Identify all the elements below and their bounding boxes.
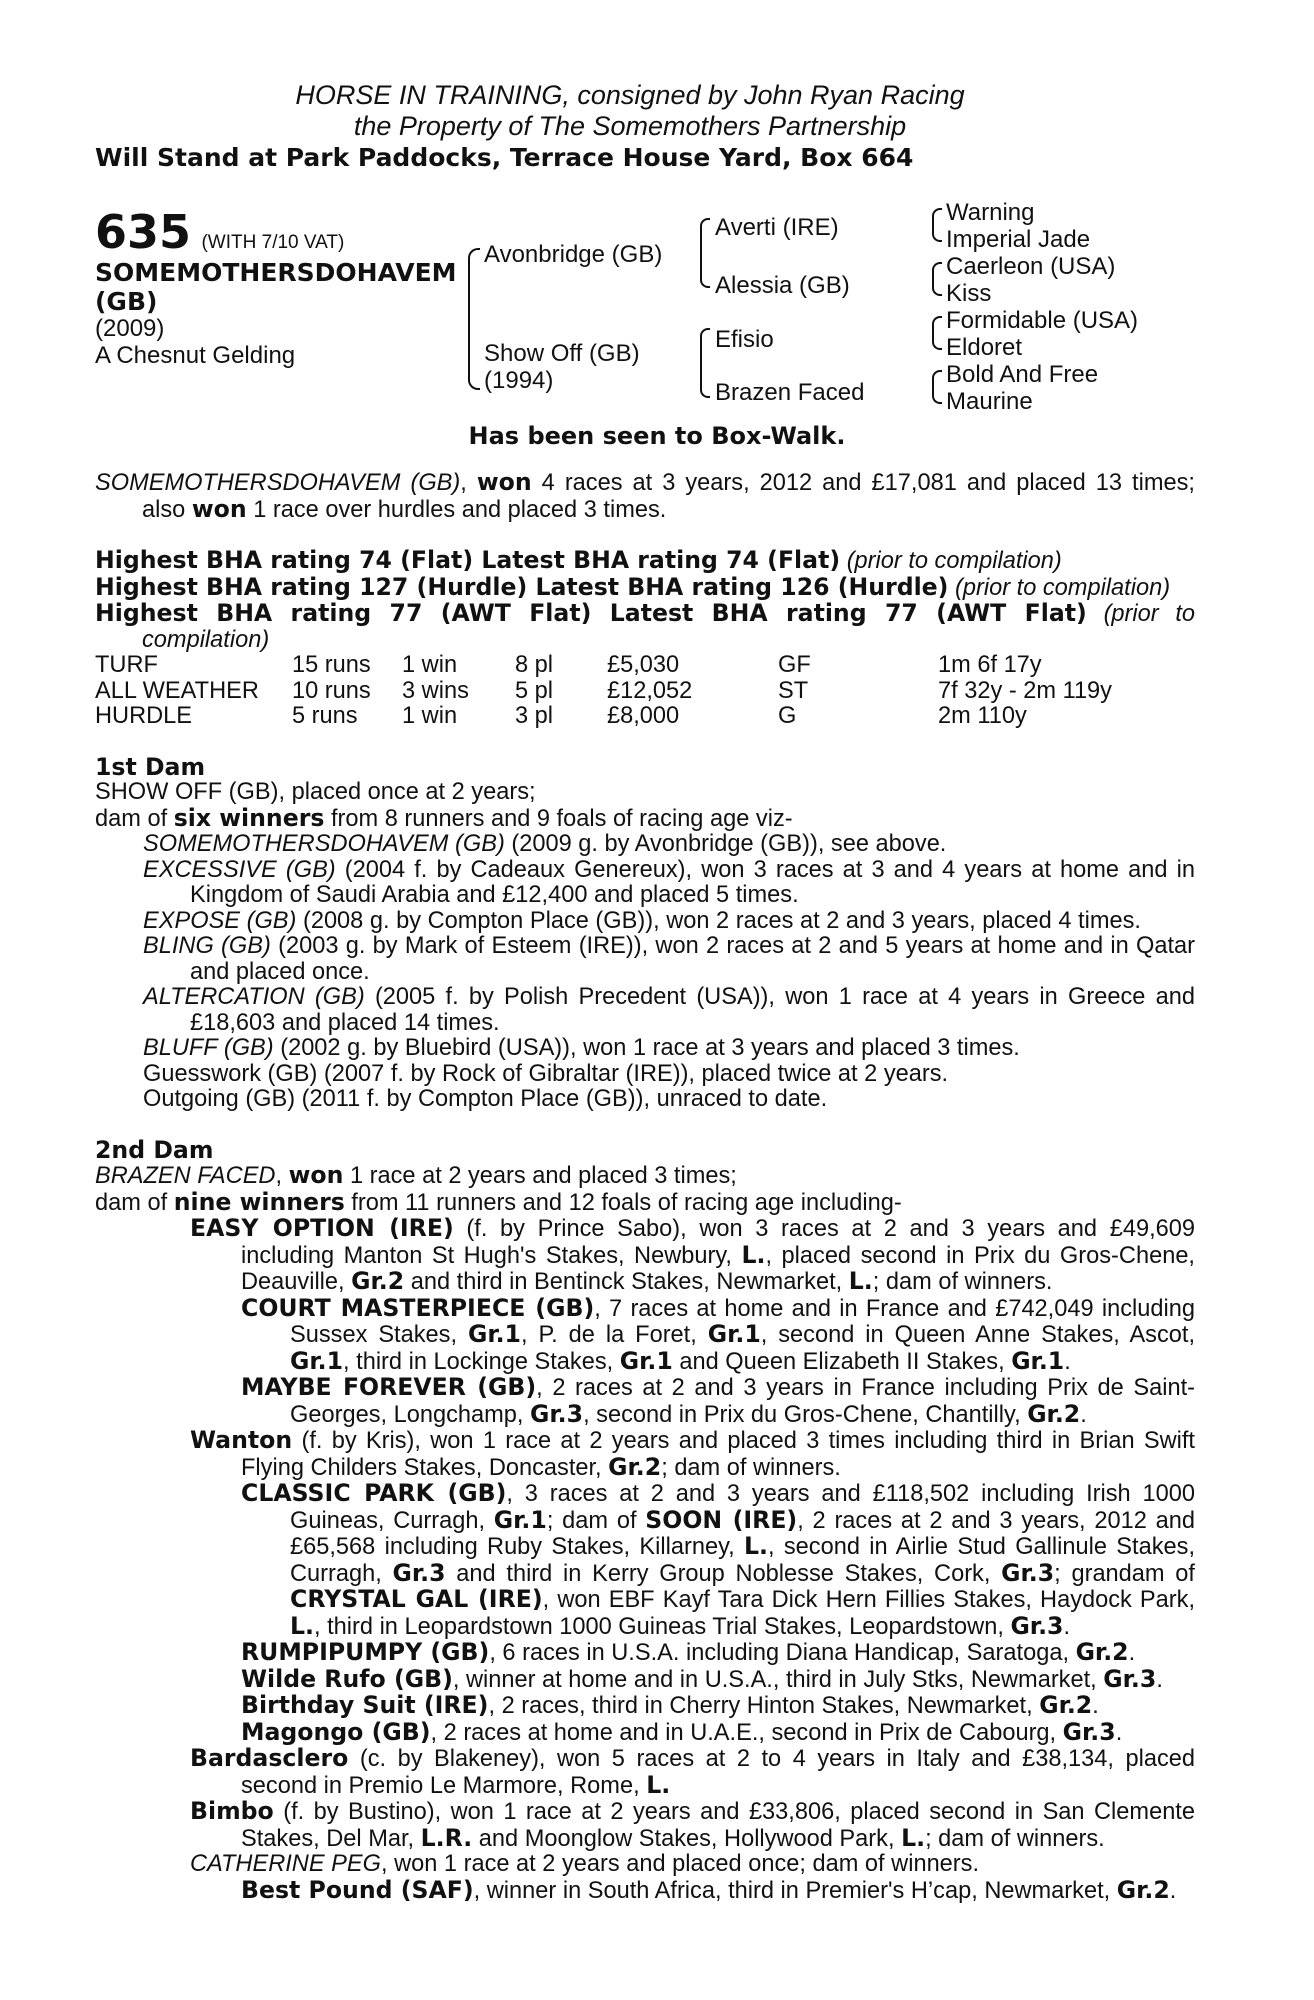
summary-text: 1 race over hurdles and placed 3 times.: [246, 496, 667, 523]
race-record-table: [95, 653, 1112, 730]
lot-heading: [95, 205, 344, 259]
progeny-details: (2011 f. by Compton Place (GB)), unraced to date.: [295, 1086, 828, 1112]
winners-count: six winners: [173, 803, 325, 832]
progeny-entry: [95, 1036, 1195, 1062]
rating-text: Highest BHA rating 77 (AWT Flat) Latest BHA rating 77 (AWT Flat): [95, 599, 1087, 627]
sire: Avonbridge (GB): [484, 241, 663, 268]
sd-sire: Caerleon (USA): [946, 253, 1116, 280]
record-surface: ALL WEATHER: [95, 677, 259, 704]
progeny-entry: [95, 909, 1195, 935]
rating-text: Highest BHA rating 127 (Hurdle) Latest BHA rating 126 (Hurdle): [95, 572, 949, 601]
progeny-entry: CATHERINE PEG, won 1 race at 2 years and placed once; dam of winners.: [190, 1851, 980, 1877]
lot-number: 635: [95, 205, 192, 259]
progeny-details: (2003 g. by Mark of Esteem (IRE)), won 2 races at 2 and 5 years at home and in Qatar and placed once.: [190, 933, 1195, 985]
sd-dam: Kiss: [946, 280, 992, 307]
record-going: G: [778, 703, 797, 729]
summary-text: 4 races at 3 years, 2012 and £17,081 and placed 13 times; also: [142, 470, 1195, 523]
horse-description: A Chesnut Gelding: [95, 342, 296, 369]
progeny-entry: EASY OPTION (IRE) (f. by Prince Sabo), won 3 races at 2 and 3 years and £49,609 including Manton St Hugh's Stakes, Newbury, L., placed second in Prix du Gros-Chene, Deauville, Gr.2 and third in Bentinck Stakes, Newmarket, L.; dam of winners.: [190, 1214, 1195, 1295]
dam-text: from 8 runners and 9 foals of racing age viz-: [324, 805, 793, 832]
progeny-details: (2005 f. by Polish Precedent (USA)), won 1 race at 4 years in Greece and £18,603 and placed 14 times.: [190, 984, 1195, 1036]
box-walk-notice: Has been seen to Box-Walk.: [468, 422, 846, 450]
pedigree-brace: [700, 218, 710, 288]
record-surface: TURF: [95, 652, 158, 678]
progeny-details: (2009 g. by Avonbridge (GB)), see above.: [504, 831, 947, 857]
summary-horse-name: SOMEMOTHERSDOHAVEM (GB): [95, 470, 461, 496]
progeny-name: EXCESSIVE (GB): [143, 856, 336, 883]
progeny-entry: Best Pound (SAF), winner in South Africa, third in Premier's H’cap, Newmarket, Gr.2.: [241, 1875, 1177, 1904]
progeny-entry: [95, 934, 1195, 985]
rating-note: (prior to compilation): [846, 548, 1062, 574]
pedigree-brace: [932, 208, 942, 242]
record-going: GF: [778, 652, 811, 678]
record-prize: £5,030: [607, 652, 680, 678]
pedigree-brace: [932, 370, 942, 404]
progeny-entry: [95, 858, 1195, 909]
summary-won: won: [476, 468, 532, 496]
progeny-name: Guesswork (GB): [143, 1060, 318, 1087]
rating-line: [95, 601, 1195, 653]
progeny-entry: RUMPIPUMPY (GB), 6 races in U.S.A. including Diana Handicap, Saratoga, Gr.2.: [241, 1638, 1136, 1666]
table-row: [95, 653, 1112, 679]
foaling-year: (2009): [95, 315, 165, 342]
record-going: ST: [778, 677, 809, 704]
progeny-name: ALTERCATION (GB): [143, 984, 365, 1010]
progeny-entry: CLASSIC PARK (GB), 3 races at 2 and 3 years and £118,502 including Irish 1000 Guineas, Curragh, Gr.1; dam of SOON (IRE), 2 races at 2 and 3 years, 2012 and £65,568 including Ruby Stakes, Killarney, L., second in Airlie Stud Gallinule Stakes, Curragh, Gr.3 and third in Kerry Group Noblesse Stakes, Cork, Gr.3; grandam of CRYSTAL GAL (IRE), won EBF Kayf Tara Dick Hern Fillies Stakes, Haydock Park, L., third in Leopardstown 1000 Guineas Trial Stakes, Leopardstown, Gr.3.: [241, 1479, 1196, 1640]
record-surface: HURDLE: [95, 703, 193, 729]
progeny-details: (2002 g. by Bluebird (USA)), won 1 race at 3 years and placed 3 times.: [273, 1035, 1020, 1061]
record-placed: 5 pl: [515, 677, 554, 704]
dam: Show Off (GB): [484, 340, 640, 367]
rating-line: [95, 548, 1195, 575]
table-row: [95, 679, 1112, 705]
first-dam-heading: 1st Dam: [95, 752, 206, 781]
record-prize: £12,052: [607, 677, 693, 704]
progeny-entry: Bardasclero (c. by Blakeney), won 5 races at 2 to 4 years in Italy and £38,134, placed second in Premio Le Marmore, Rome, L.: [190, 1744, 1195, 1799]
horse-name: SOMEMOTHERSDOHAVEM: [95, 258, 457, 287]
progeny-entry: [95, 985, 1195, 1036]
progeny-entry: Wanton (f. by Kris), won 1 race at 2 years and placed 3 times including third in Brian Swift Flying Childers Stakes, Doncaster, Gr.2; dam of winners.: [190, 1426, 1195, 1481]
progeny-entry: COURT MASTERPIECE (GB), 7 races at home and in France and £742,049 including Sussex Stakes, Gr.1, P. de la Foret, Gr.1, second in Queen Anne Stakes, Ascot, Gr.1, third in Lockinge Stakes, Gr.1 and Queen Elizabeth II Stakes, Gr.1.: [241, 1293, 1196, 1375]
progeny-entry: Magongo (GB), 2 races at home and in U.A.E., second in Prix de Cabourg, Gr.3.: [241, 1717, 1123, 1746]
second-dam-line: BRAZEN FACED, won 1 race at 2 years and placed 3 times;: [95, 1161, 737, 1189]
rating-line: [95, 572, 1195, 602]
rating-text: Highest BHA rating 74 (Flat) Latest BHA rating 74 (Flat): [95, 546, 841, 574]
progeny-entry: [95, 1087, 1195, 1113]
progeny-details: (2004 f. by Cadeaux Genereux), won 3 races at 3 and 4 years at home and in Kingdom of Saudi Arabia and £12,400 and placed 5 times.: [190, 856, 1195, 908]
dam-name: BRAZEN FACED: [95, 1163, 276, 1189]
record-runs: 5 runs: [292, 703, 358, 729]
table-row: [95, 704, 1112, 730]
dam-sire: Efisio: [715, 326, 774, 353]
summary-text: ,: [460, 470, 477, 496]
sire-sire: Averti (IRE): [715, 214, 839, 241]
first-dam-progeny-list: [95, 832, 1195, 1113]
first-dam-line: SHOW OFF (GB), placed once at 2 years;: [95, 779, 536, 805]
stand-location-line: Will Stand at Park Paddocks, Terrace House Yard, Box 664: [95, 143, 914, 172]
pedigree-brace: [700, 328, 710, 398]
ss-sire: Warning: [946, 199, 1035, 226]
progeny-entry: Wilde Rufo (GB), winner at home and in U.S.A., third in July Stks, Newmarket, Gr.3.: [241, 1664, 1163, 1693]
dd-dam: Maurine: [946, 388, 1033, 415]
dd-sire: Bold And Free: [946, 361, 1099, 388]
progeny-name: Outgoing (GB): [143, 1086, 296, 1112]
progeny-entry: [95, 832, 1195, 858]
second-dam-heading: 2nd Dam: [95, 1135, 214, 1164]
record-runs: 15 runs: [292, 652, 371, 678]
record-prize: £8,000: [607, 703, 680, 729]
dam-year: (1994): [484, 367, 554, 394]
record-wins: 1 win: [402, 703, 458, 729]
progeny-name: EXPOSE (GB): [143, 907, 297, 934]
ss-dam: Imperial Jade: [946, 226, 1091, 253]
progeny-details: (2008 g. by Compton Place (GB)), won 2 races at 2 and 3 years, placed 4 times.: [296, 907, 1141, 934]
progeny-entry: Birthday Suit (IRE), 2 races, third in Cherry Hinton Stakes, Newmarket, Gr.2.: [241, 1691, 1099, 1719]
record-distance: 1m 6f 17y: [938, 652, 1042, 678]
record-placed: 8 pl: [515, 652, 554, 678]
horse-country: (GB): [95, 287, 158, 316]
dam-dam: Brazen Faced: [715, 379, 865, 406]
pedigree-brace: [932, 316, 942, 350]
rating-note: (prior to compilation): [142, 601, 1195, 653]
progeny-entry: [95, 1062, 1195, 1088]
record-distance: 7f 32y - 2m 119y: [938, 677, 1112, 704]
ownership-line: the Property of The Somemothers Partnership: [353, 111, 907, 141]
ds-dam: Eldoret: [946, 334, 1023, 361]
pedigree-brace: [468, 248, 480, 390]
progeny-entry: MAYBE FOREVER (GB), 2 races at 2 and 3 years in France including Prix de Saint-Georges, Longchamp, Gr.3, second in Prix du Gros-Chene, Chantilly, Gr.2.: [241, 1373, 1195, 1428]
progeny-name: SOMEMOTHERSDOHAVEM (GB): [143, 831, 505, 857]
record-wins: 1 win: [402, 652, 458, 678]
summary-won: won: [191, 494, 247, 523]
progeny-entry: Bimbo (f. by Bustino), won 1 race at 2 years and £33,806, placed second in San Clemente Stakes, Del Mar, L.R. and Moonglow Stakes, Hollywood Park, L.; dam of winners.: [190, 1797, 1195, 1852]
second-dam-produce-summary: dam of nine winners from 11 runners and 12 foals of racing age including-: [95, 1187, 902, 1216]
pedigree-brace: [932, 262, 942, 296]
rating-note: (prior to compilation): [955, 574, 1171, 601]
progeny-name: BLING (GB): [143, 933, 271, 959]
vat-note: (WITH 7/10 VAT): [201, 232, 345, 253]
first-dam-produce-summary: [95, 803, 1195, 833]
record-runs: 10 runs: [292, 677, 371, 704]
sire-dam: Alessia (GB): [715, 272, 850, 299]
ds-sire: Formidable (USA): [946, 307, 1139, 334]
progeny-details: (2007 f. by Rock of Gibraltar (IRE)), placed twice at 2 years.: [317, 1060, 949, 1087]
progeny-name: BLUFF (GB): [143, 1035, 274, 1061]
consignment-line: HORSE IN TRAINING, consigned by John Ryan Racing: [295, 80, 965, 110]
dam-text: dam of: [95, 805, 174, 832]
racing-summary: [95, 470, 1195, 1904]
record-distance: 2m 110y: [938, 703, 1027, 729]
record-wins: 3 wins: [402, 677, 469, 704]
record-placed: 3 pl: [515, 703, 554, 729]
